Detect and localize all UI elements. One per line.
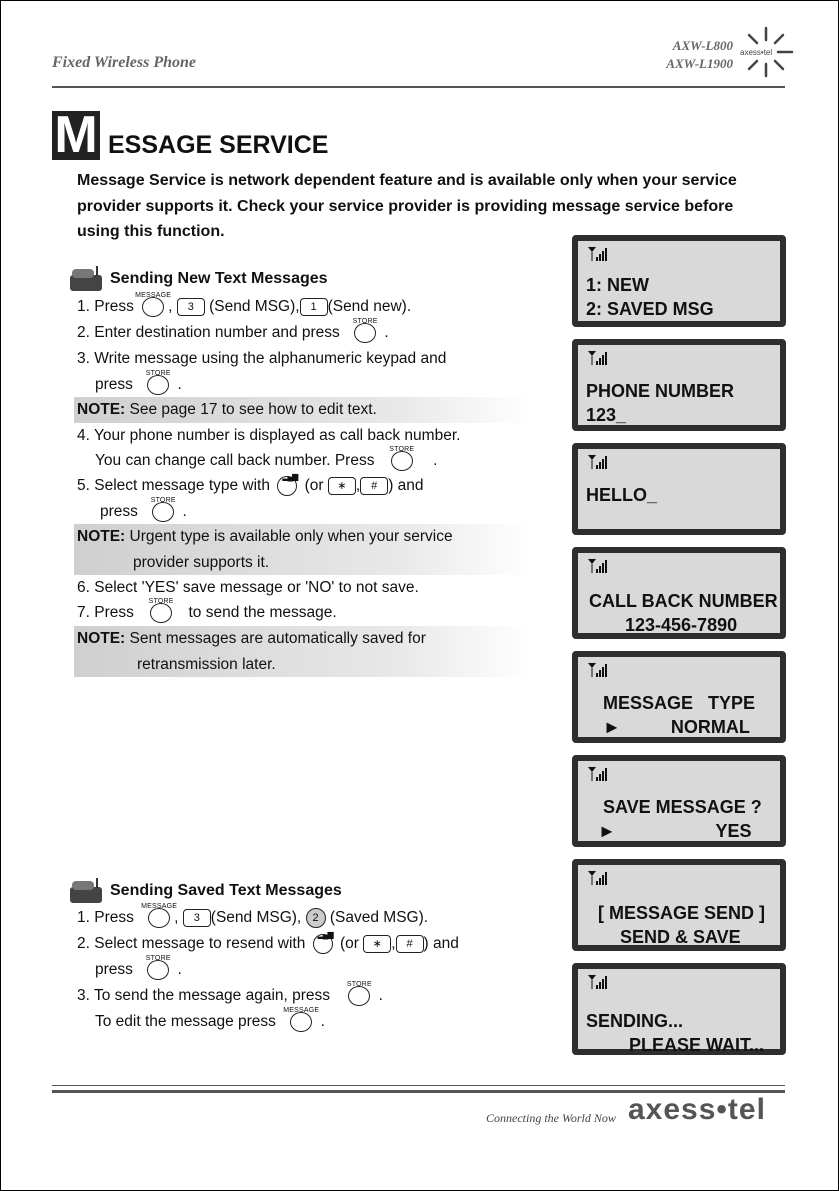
saved-step-3b: To edit the message press MESSAGE . — [95, 1007, 325, 1030]
saved-step-2b: press STORE . — [95, 955, 182, 978]
new-step-5a: 5. Select message type with ▂▄▆ (or ∗ , # ) and — [77, 472, 424, 494]
section-new-title: Sending New Text Messages — [110, 270, 328, 287]
new-step-1: 1. Press MESSAGE , 3 (Send MSG), 1 (Send new). — [77, 292, 412, 315]
lcd-screen-sending — [572, 963, 786, 1055]
signal-icon — [588, 663, 612, 677]
title-initial: M — [52, 111, 100, 160]
key-3-icon: 3 — [183, 909, 211, 927]
key-1-icon: 1 — [300, 298, 328, 316]
new-step-4a: 4. Your phone number is displayed as call back number. — [77, 427, 461, 444]
lcd-line-1: 1: NEW — [586, 275, 649, 295]
brand-star-icon — [738, 24, 794, 80]
lcd-line-1: MESSAGE TYPE — [603, 693, 756, 713]
signal-icon — [588, 767, 612, 781]
store-key-icon: STORE — [354, 323, 376, 343]
lcd-line-1: SENDING... — [586, 1011, 684, 1031]
footer-rule-thin — [52, 1085, 785, 1086]
signal-icon — [588, 871, 612, 885]
store-key-icon: STORE — [152, 502, 174, 522]
lcd-screen-hello — [572, 443, 786, 535]
saved-step-2: 2. Select message to resend with ▂▄▆ (or ∗ , # ) and — [77, 930, 459, 952]
lcd-screen-menu — [572, 235, 786, 327]
signal-icon — [588, 559, 612, 573]
message-key-icon: MESSAGE — [148, 908, 170, 928]
key-2-icon: 2 — [306, 908, 326, 928]
hash-key-icon: # — [396, 935, 424, 953]
new-step-4b: You can change call back number. Press STORE . — [95, 446, 438, 469]
saved-step-1: 1. Press MESSAGE , 3 (Send MSG), 2 (Saved MSG). — [77, 903, 429, 927]
new-step-6: 6. Select 'YES' save message or 'NO' to not save. — [77, 579, 419, 596]
section-saved-heading — [68, 876, 342, 906]
lcd-line-1: SAVE MESSAGE ? — [603, 797, 762, 817]
nav-key-icon: ▂▄▆ — [277, 476, 297, 496]
model-number-1: AXW-L800 — [672, 38, 733, 53]
note-urgent-type: NOTE: Urgent type is available only when your service provider supports it. — [74, 524, 532, 575]
new-step-3b: press STORE . — [95, 370, 182, 393]
product-name: Fixed Wireless Phone — [52, 54, 197, 71]
lcd-screen-message-type — [572, 651, 786, 743]
key-3-icon: 3 — [177, 298, 205, 316]
saved-step-3: 3. To send the message again, press STORE . — [77, 981, 383, 1004]
store-key-icon: STORE — [147, 375, 169, 395]
store-key-icon: STORE — [348, 986, 370, 1006]
new-step-5b: press STORE . — [100, 497, 187, 520]
message-key-icon: MESSAGE — [142, 297, 164, 317]
intro-text: Message Service is network dependent feature and is available only when your service provider supports it. Check your service provider is providing message service before using this function. — [77, 172, 737, 240]
section-new-heading — [68, 264, 328, 294]
new-step-3a: 3. Write message using the alphanumeric keypad and — [77, 350, 447, 367]
phone-icon — [68, 877, 104, 905]
lcd-line-1: CALL BACK NUMBER — [589, 591, 778, 611]
lcd-line-2: ► NORMAL — [603, 717, 750, 737]
signal-icon — [588, 455, 612, 469]
lcd-screen-callback — [572, 547, 786, 639]
signal-icon — [588, 975, 612, 989]
lcd-screen-save-message — [572, 755, 786, 847]
model-number-2: AXW-L1900 — [666, 56, 733, 71]
store-key-icon: STORE — [147, 960, 169, 980]
new-step-2: 2. Enter destination number and press STORE . — [77, 318, 389, 341]
signal-icon — [588, 351, 612, 365]
footer-tagline: Connecting the World Now — [486, 1111, 616, 1125]
lcd-line-2: SEND & SAVE — [620, 927, 741, 947]
lcd-line-2: PLEASE WAIT... — [629, 1035, 765, 1055]
note-edit-text: NOTE: See page 17 to see how to edit text. — [74, 397, 532, 423]
lcd-line-1: PHONE NUMBER — [586, 381, 735, 401]
nav-key-icon: ▂▄▆ — [313, 934, 333, 954]
lcd-line-1: HELLO_ — [586, 485, 658, 505]
star-key-icon: ∗ — [363, 935, 391, 953]
lcd-line-1: [ MESSAGE SEND ] — [598, 903, 766, 923]
signal-icon — [588, 247, 612, 261]
lcd-line-2: 123-456-7890 — [625, 615, 738, 635]
star-key-icon: ∗ — [328, 477, 356, 495]
footer-logo: axess•tel — [628, 1093, 766, 1126]
section-saved-title: Sending Saved Text Messages — [110, 882, 342, 899]
store-key-icon: STORE — [150, 603, 172, 623]
brand-small-text: axess•tel — [740, 48, 773, 57]
lcd-line-2: 2: SAVED MSG — [586, 299, 714, 319]
lcd-screen-phone-number — [572, 339, 786, 431]
lcd-line-2: ► YES — [598, 821, 752, 841]
lcd-line-2: 123_ — [586, 405, 627, 425]
hash-key-icon: # — [360, 477, 388, 495]
header-rule — [52, 86, 785, 88]
phone-icon — [68, 265, 104, 293]
note-sent-saved: NOTE: Sent messages are automatically saved for retransmission later. — [74, 626, 532, 677]
lcd-screen-message-send — [572, 859, 786, 951]
new-step-7: 7. Press STORE to send the message. — [77, 598, 337, 621]
message-key-icon: MESSAGE — [290, 1012, 312, 1032]
page-title: ESSAGE SERVICE — [108, 131, 329, 159]
store-key-icon: STORE — [391, 451, 413, 471]
